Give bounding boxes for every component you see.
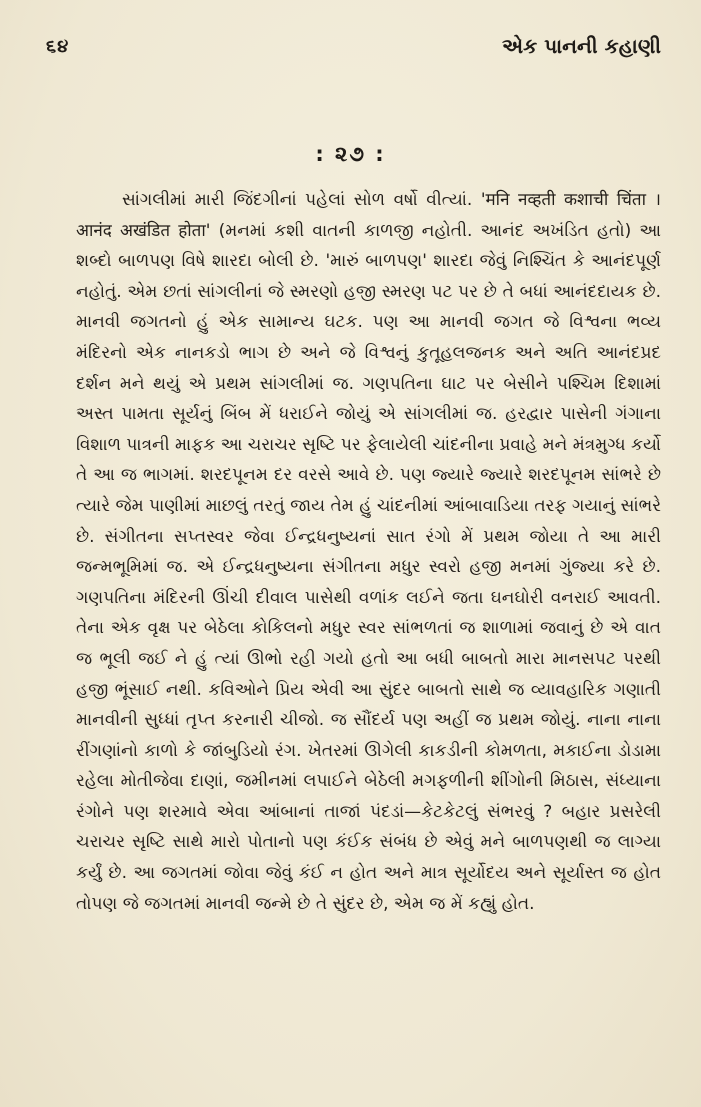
running-title: એક પાનની કહાણી xyxy=(502,34,661,58)
body-paragraph: સાંગલીમાં મારી જિંદગીનાં પહેલાં સોળ વર્ષો વીત્યાં. 'मनि नव्हती कशाची चिंता । आनंद अखंडित होता' (મનમાં કશી વાતની કાળજી નહોતી. આનંદ અખંડિત હતો) આ શબ્દો બાળપણ વિષે શારદા બોલી છે. 'મારું બાળપણ' શારદા જેવું નિશ્ચિંત કે આનંદપૂર્ણ નહોતું. એમ છતાં સાંગલીનાં જે સ્મરણો હજી સ્મરણ પટ પર છે તે બધાં આનંદદાયક છે. માનવી જગતનો હું એક સામાન્ય ઘટક. પણ આ માનવી જગત જે વિશ્વના ભવ્ય મંદિરનો એક નાનકડો ભાગ છે અને જે વિશ્વનું કુતૂહલજનક અને અતિ આનંદપ્રદ દર્શન મને થયું એ પ્રથમ સાંગલીમાં જ. ગણપતિના ઘાટ પર બેસીને પશ્ચિમ દિશામાં અસ્ત પામતા સૂર્યનું બિંબ મેં ધરાઈને જોયું એ સાંગલીમાં જ. હરદ્વાર પાસેની ગંગાના વિશાળ પાત્રની માફક આ ચરાચર સૃષ્ટિ પર ફેલાયેલી ચાંદનીના પ્રવાહે મને મંત્રમુગ્ધ કર્યો તે આ જ ભાગમાં. શરદપૂનમ દર વરસે આવે છે. પણ જ્યારે જ્યારે શરદપૂનમ સાંભરે છે ત્યારે જેમ પાણીમાં માછલું તરતું જાય તેમ હું ચાંદનીમાં આંબાવાડિયા તરફ ગયાનું સાંભરે છે. સંગીતના સપ્તસ્વર જેવા ઈન્દ્રધનુષ્યનાં સાત રંગો મેં પ્રથમ જોયા તે આ મારી જન્મભૂમિમાં જ. એ ઈન્દ્રધનુષ્યના સંગીતના મધુર સ્વરો હજી મનમાં ગુંજ્યા કરે છે. ગણપતિના મંદિરની ઊંચી દીવાલ પાસેથી વળાંક લઈને જતા ઘનઘોરી વનરાઈ આવતી. તેના એક વૃક્ષ પર બેઠેલા કોકિલનો મધુર સ્વર સાંભળતાં જ શાળામાં જવાનું છે એ વાત જ ભૂલી જઈ ને હું ત્યાં ઊભો રહી ગયો હતો આ બધી બાબતો મારા માનસપટ પરથી હજી ભૂંસાઈ નથી. કવિઓને પ્રિય એવી આ સુંદર બાબતો સાથે જ વ્યાવહારિક ગણાતી માનવીની સુધ્ધાં તૃપ્ત કરનારી ચીજો. જ સૌંદર્ય પણ અહીં જ પ્રથમ જોયું. નાના નાના રીંગણાંનો કાળો કે જાંબુડિયો રંગ. ખેતરમાં ઊગેલી કાકડીની કોમળતા, મકાઈના ડોડામા રહેલા મોતીજેવા દાણાં, જમીનમાં લપાઈને બેઠેલી મગફળીની શીંગોની મિઠાસ, સંધ્યાના રંગોને પણ શરમાવે એવા આંબાનાં તાજાં પંદડાં—કેટકેટલું સંભરવું ? બહાર પ્રસરેલી ચરાચર સૃષ્ટિ સાથે મારો પોતાનો પણ કંઈક સંબંધ છે એવું મને બાળપણથી જ લાગ્યા કર્યું છે. આ જગતમાં જોવા જેવું કંઈ ન હોત અને માત્ર સૂર્યોદય અને સૂર્યાસ્ત જ હોત તોપણ જે જગતમાં માનવી જન્મે છે તે સુંદર છે, એમ જ મેં કહ્યું હોત. xyxy=(76,190,661,914)
chapter-number: : ૨૭ : xyxy=(315,142,386,166)
page-number: ૬૪ xyxy=(46,36,70,57)
